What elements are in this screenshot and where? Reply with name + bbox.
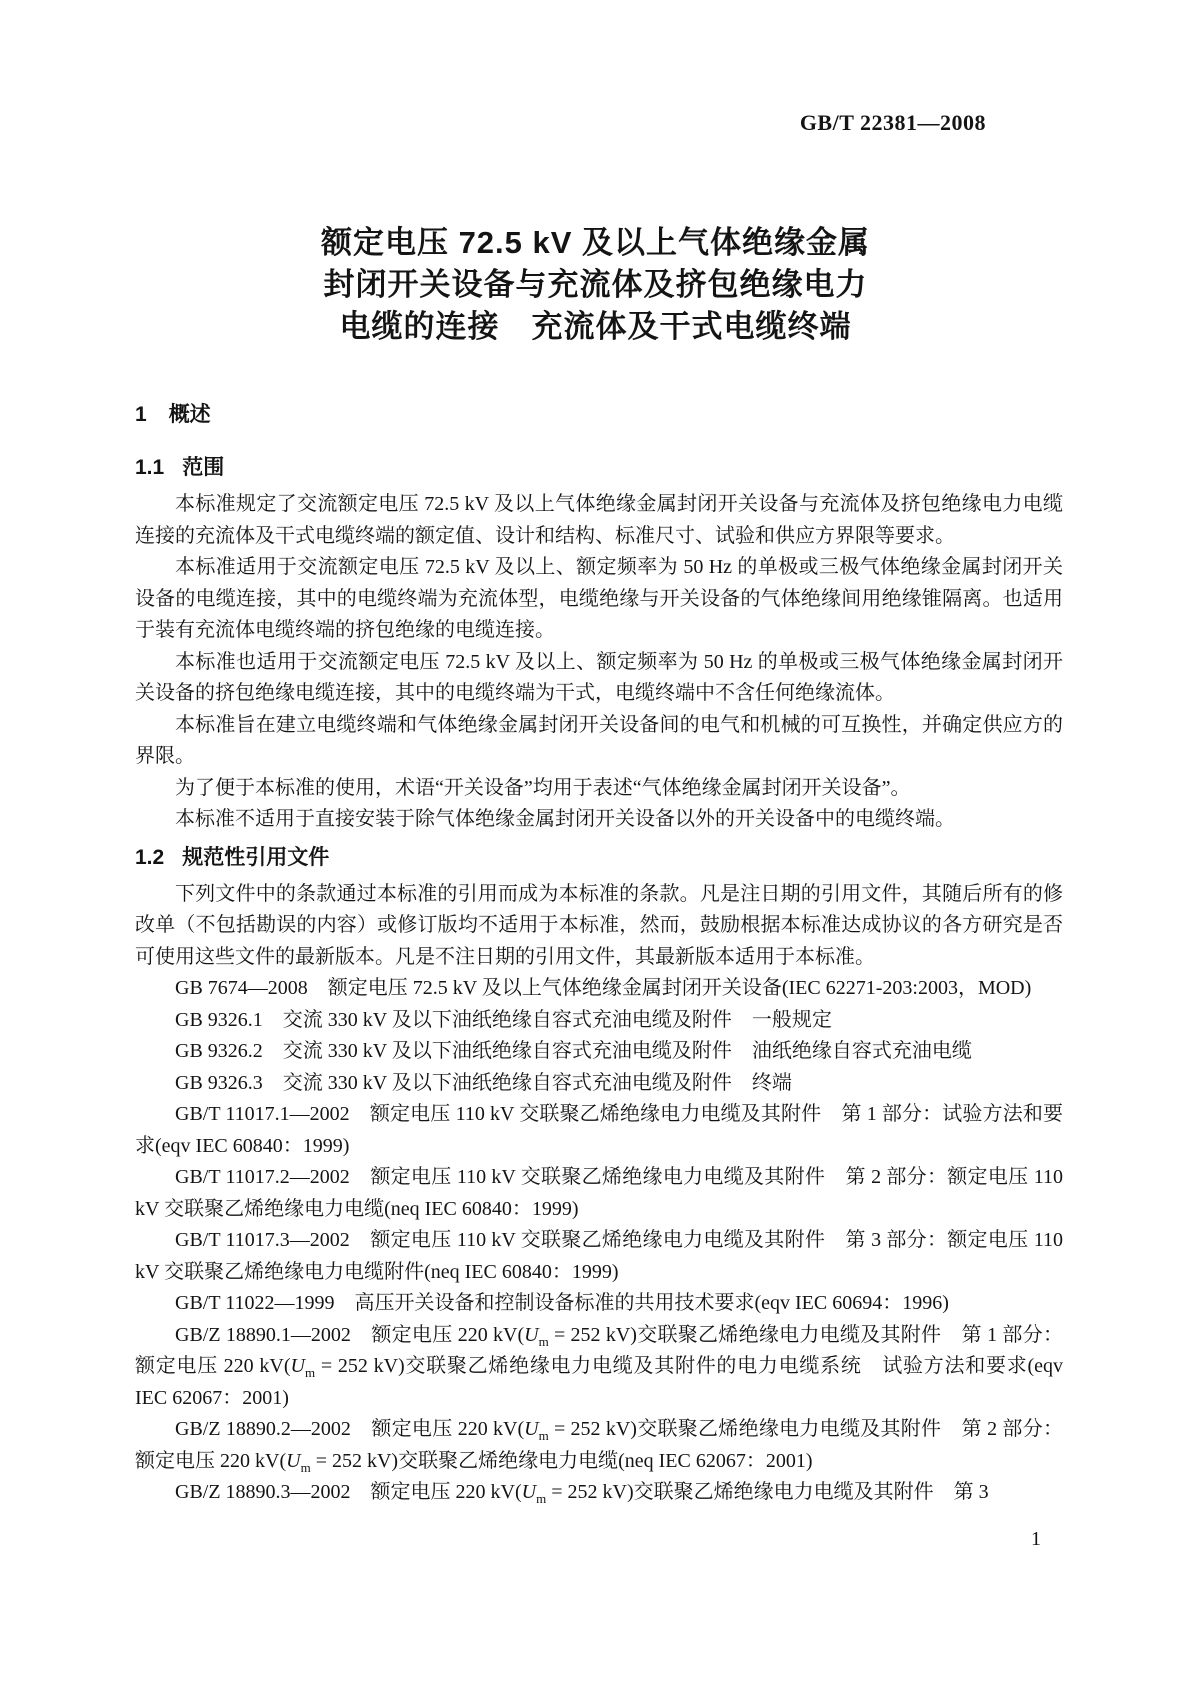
page-number: 1 — [1031, 1528, 1041, 1550]
reference-item: GB/T 11017.3—2002 额定电压 110 kV 交联聚乙烯绝缘电力电缆及其附件 第 3 部分：额定电压 110 kV 交联聚乙烯绝缘电力电缆附件(neq IEC 60840：1999) — [135, 1229, 1063, 1283]
reference-item: GB/Z 18890.1—2002 额定电压 220 $kV(U_m = 252$ kV)交联聚乙烯绝缘电力电缆及其附件 第 1 部分：额定电压 220 $kV(U_m = 252$ kV)交联聚乙烯绝缘电力电缆及其附件的电力电缆系统 试验方法和要求(eqv IEC 62067：2001) — [135, 1323, 1063, 1409]
reference-item: GB 7674—2008 额定电压 72.5 kV 及以上气体绝缘金属封闭开关设备(IEC 62271-203:2003，MOD) — [175, 977, 1032, 999]
references-intro-paragraph: 下列文件中的条款通过本标准的引用而成为本标准的条款。凡是注日期的引用文件，其随后所有的修改单（不包括勘误的内容）或修订版均不适用于本标准，然而，鼓励根据本标准达成协议的各方研究是否可使用这些文件的最新版本。凡是不注日期的引用文件，其最新版本适用于本标准。 — [135, 882, 1063, 968]
reference-item: GB 9326.3 交流 330 kV 及以下油纸绝缘自容式充油电缆及附件 终端 — [175, 1071, 792, 1094]
section-heading-1 — [135, 402, 1063, 428]
reference-item: GB/T 11022—1999 高压开关设备和控制设备标准的共用技术要求(eqv IEC 60694：1996) — [175, 1292, 949, 1314]
section-heading-1-1 — [135, 455, 1063, 481]
section-title: 规范性引用文件 — [182, 845, 330, 869]
scope-paragraph: 本标准旨在建立电缆终端和气体绝缘金属封闭开关设备间的电气和机械的可互换性，并确定供应方的界限。 — [135, 713, 1063, 767]
scope-paragraph: 本标准规定了交流额定电压 72.5 kV 及以上气体绝缘金属封闭开关设备与充流体及挤包绝缘电力电缆连接的充流体及干式电缆终端的额定值、设计和结构、标准尺寸、试验和供应方界限等要求。 — [135, 493, 1063, 547]
section-number: 1.2 — [135, 845, 165, 869]
scope-paragraph: 本标准也适用于交流额定电压 72.5 kV 及以上、额定频率为 50 Hz 的单极或三极气体绝缘金属封闭开关设备的挤包绝缘电缆连接，其中的电缆终端为干式，电缆终端中不含任何绝缘流体。 — [135, 650, 1063, 704]
document-title-line-1: 额定电压 72.5 kV 及以上气体绝缘金属 — [320, 225, 871, 260]
standard-code: GB/T 22381—2008 — [799, 110, 986, 135]
reference-item: GB/Z 18890.2—2002 额定电压 220 $kV(U_m = 252$ kV)交联聚乙烯绝缘电力电缆及其附件 第 2 部分：额定电压 220 $kV(U_m = 252$ kV)交联聚乙烯绝缘电力电缆(neq IEC 62067：2001) — [135, 1418, 1063, 1475]
document-body — [135, 402, 1063, 1509]
section-heading-1-2 — [135, 845, 1063, 871]
scope-paragraph: 本标准适用于交流额定电压 72.5 kV 及以上、额定频率为 50 Hz 的单极或三极气体绝缘金属封闭开关设备的电缆连接，其中的电缆终端为充流体型，电缆绝缘与开关设备的气体绝缘间用绝缘锥隔离。也适用于装有充流体电缆终端的挤包绝缘的电缆连接。 — [135, 556, 1063, 641]
reference-item: GB 9326.2 交流 330 kV 及以下油纸绝缘自容式充油电缆及附件 油纸绝缘自容式充油电缆 — [175, 1040, 972, 1062]
reference-item: GB 9326.1 交流 330 kV 及以下油纸绝缘自容式充油电缆及附件 一般规定 — [175, 1008, 832, 1031]
section-number: 1.1 — [135, 456, 165, 479]
reference-item: GB/Z 18890.3—2002 额定电压 220 $kV(U_m = 252$ kV)交联聚乙烯绝缘电力电缆及其附件 第 3 — [175, 1481, 989, 1506]
section-title: 范围 — [182, 456, 225, 479]
reference-item: GB/T 11017.1—2002 额定电压 110 kV 交联聚乙烯绝缘电力电缆及其附件 第 1 部分：试验方法和要求(eqv IEC 60840：1999) — [135, 1103, 1063, 1157]
document-title-line-3: 电缆的连接 充流体及干式电缆终端 — [339, 309, 852, 344]
scope-paragraph: 为了便于本标准的使用，术语“开关设备”均用于表述“气体绝缘金属封闭开关设备”。 — [175, 776, 911, 799]
section-title: 概述 — [168, 403, 211, 426]
reference-item: GB/T 11017.2—2002 额定电压 110 kV 交联聚乙烯绝缘电力电缆及其附件 第 2 部分：额定电压 110 kV 交联聚乙烯绝缘电力电缆(neq IEC 60840：1999) — [135, 1166, 1063, 1220]
document-title-line-2: 封闭开关设备与充流体及挤包绝缘电力 — [323, 267, 868, 302]
section-number: 1 — [135, 403, 147, 426]
document-title — [0, 222, 1191, 348]
scope-paragraph: 本标准不适用于直接安装于除气体绝缘金属封闭开关设备以外的开关设备中的电缆终端。 — [175, 808, 955, 830]
